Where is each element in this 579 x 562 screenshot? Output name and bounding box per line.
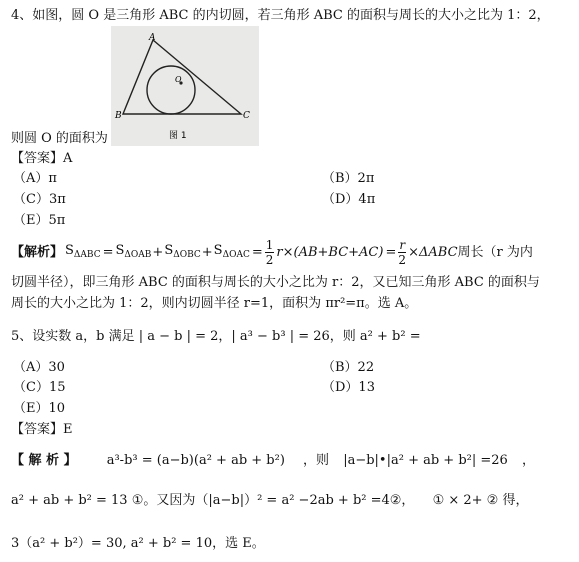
fraction-denominator: 2 [265, 252, 274, 267]
fraction-denominator: 2 [398, 252, 407, 267]
area-oac: $S_{\Delta OAC}$ [213, 243, 250, 260]
equation-one-two: a² + ab + b² = 13 ①。又因为（|a−b|）² = a² −2ab + b² =4②， [11, 493, 415, 508]
combine-text: ① × 2+ ② 得， [432, 493, 529, 508]
analysis-tail: 周长（r 为内 [457, 244, 533, 260]
figure-caption: 图 1 [169, 131, 187, 141]
fraction-numerator: r [399, 237, 406, 252]
triangle-diagram [111, 26, 259, 146]
formula-mid-2: ×ΔABC [408, 244, 458, 260]
q4-analysis-line3: 周长的大小之比为 1：2，则内切圆半径 r=1，面积为 πr²=π。选 A。 [11, 296, 418, 311]
q4-option-c: （C）3π [13, 192, 66, 207]
q4-stem-line1: 4、如图，圆 O 是三角形 ABC 的内切圆，若三角形 ABC 的面积与周长的大小之比为 1：2， [11, 8, 550, 23]
formula-mid-1: r×(AB+BC+AC) [276, 244, 384, 260]
q5-option-b: （B）22 [322, 360, 375, 375]
q5-option-d: （D）13 [322, 380, 375, 395]
equals-sign-2: = [251, 244, 263, 260]
vertex-c-label: C [243, 111, 250, 121]
vertex-b-label: B [115, 111, 122, 121]
q4-answer: 【答案】A [11, 151, 73, 166]
q4-stem-line2: 则圆 O 的面积为 [11, 131, 108, 146]
q4-option-d: （D）4π [322, 192, 376, 207]
q5-option-c: （C）15 [13, 380, 66, 395]
area-triangle-abc: $S_{\Delta ABC}$ [65, 243, 101, 260]
q5-option-e: （E）10 [13, 401, 66, 416]
q4-analysis-line1 [11, 237, 533, 267]
area-oab: $S_{\Delta OAB}$ [115, 243, 152, 260]
q5-option-a: （A）30 [13, 360, 65, 375]
q4-option-e: （E）5π [13, 213, 66, 228]
q5-stem: 5、设实数 a，b 满足 | a − b | = 2，| a³ − b³ | = 26，则 a² + b² = [11, 329, 421, 344]
q5-answer: 【答案】E [11, 422, 73, 437]
area-obc: $S_{\Delta OBC}$ [164, 243, 201, 260]
formula-cubes: a³-b³ = (a−b)(a² + ab + b²) [106, 453, 285, 468]
equals-sign-3: = [385, 244, 397, 260]
formula-product: |a−b|•|a² + ab + b²| =26 [343, 453, 508, 468]
fraction-numerator: 1 [265, 237, 274, 252]
then-text: ，则 [303, 453, 330, 468]
triangle-incircle-figure [111, 26, 259, 146]
plus-sign-1: + [152, 244, 164, 260]
center-o-label: O [175, 75, 182, 84]
vertex-a-label: A [149, 33, 156, 43]
line-end-comma: ， [521, 453, 535, 468]
plus-sign-2: + [201, 244, 213, 260]
q5-analysis-line2 [11, 494, 528, 507]
fraction-r-half [398, 239, 406, 266]
q4-option-b: （B）2π [322, 171, 375, 186]
analysis-label: 【 解 析 】 [11, 453, 77, 468]
q4-analysis-line2: 切圆半径），即三角形 ABC 的面积与周长的大小之比为 r：2，又已知三角形 ABC 的面积与 [11, 275, 540, 290]
analysis-label: 【解析】 [11, 244, 64, 260]
q4-option-a: （A）π [13, 171, 57, 186]
fraction-one-half [265, 239, 275, 266]
q5-analysis-line3: 3（a² + b²）= 30, a² + b² = 10，选 E。 [11, 536, 265, 551]
q5-analysis-line1 [11, 454, 535, 467]
equals-sign-1: = [102, 244, 114, 260]
